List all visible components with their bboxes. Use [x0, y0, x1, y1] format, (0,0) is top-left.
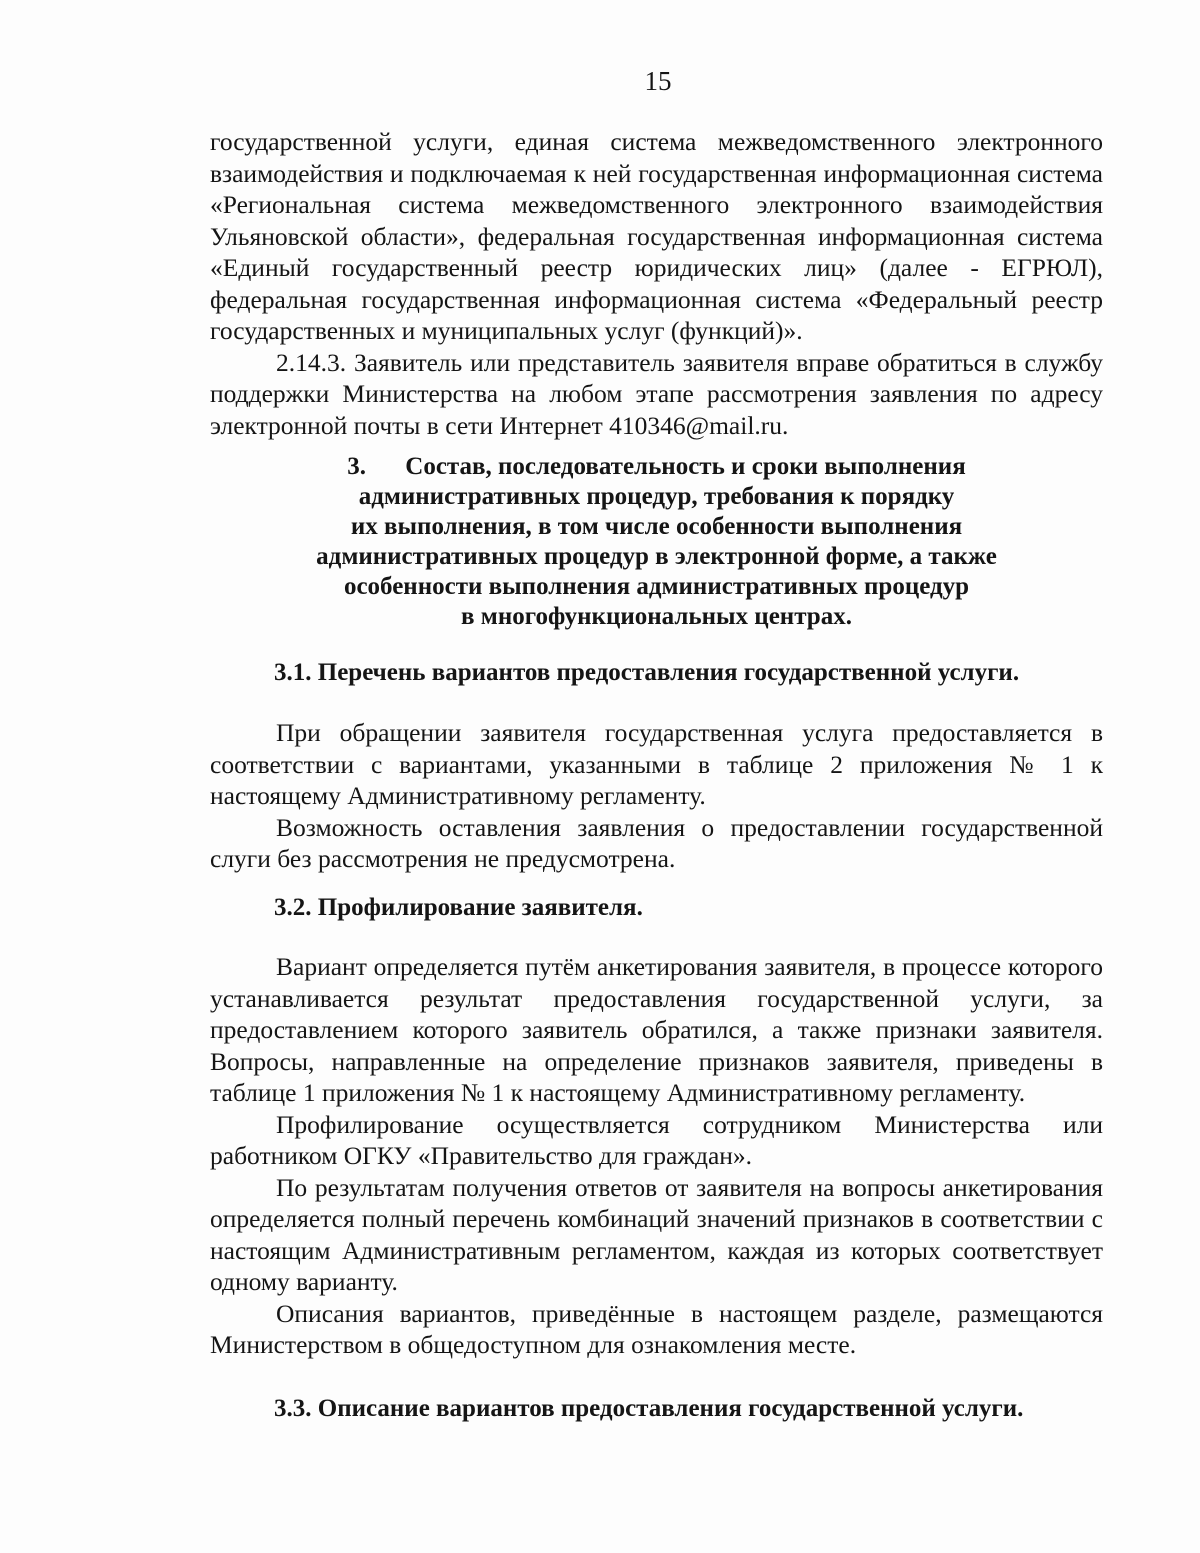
section-3-heading [210, 452, 1103, 632]
section-2-continuation [210, 126, 1103, 441]
paragraph: Возможность оставления заявления о предоставлении государственной слуги без рассмотрения не предусмотрена. [210, 812, 1103, 873]
subsection-3-3-heading: 3.3. Описание вариантов предоставления государственной услуги. [274, 1395, 1024, 1422]
subsection-3-1-heading: 3.1. Перечень вариантов предоставления государственной услуги. [274, 659, 1020, 686]
subsection-3-2-body [210, 951, 1103, 1361]
page-number: 15 [644, 66, 672, 96]
paragraph: Вариант определяется путём анкетирования заявителя, в процессе которого устанавливается результат предоставления государственной услуги, за предоставлением которого заявитель обратился, а также признаки заявителя. Вопросы, направленные на определение признаков заявителя, приведены в таблице 1 приложения № 1 к настоящему Административному регламенту. [210, 952, 1103, 1107]
paragraph: Описания вариантов, приведённые в настоящем разделе, размещаются Министерством в общедоступном для ознакомления месте. [210, 1298, 1103, 1359]
section-3-title-line-3: их выполнения, в том числе особенности выполнения [350, 513, 963, 540]
section-3-title-line-1: 3. Состав, последовательность и сроки выполнения [347, 453, 966, 480]
subsection-3-2-heading: 3.2. Профилирование заявителя. [274, 894, 643, 921]
section-3-title-line-2: административных процедур, требования к порядку [358, 483, 955, 510]
section-3-title-line-6: в многофункциональных центрах. [461, 603, 852, 630]
intro-paragraph: государственной услуги, единая система межведомственного электронного взаимодействия и подключаемая к ней государственная информационная система «Региональная система межведомственного электронного взаимодействия Ульяновской области», федеральная государственная информационная система «Единый государственный реестр юридических лиц» (далее - ЕГРЮЛ), федеральная государственная информационная система «Федеральный реестр государственных и муниципальных услуг (функций)». [210, 127, 1103, 345]
section-3-number: 3. [347, 453, 367, 480]
subsection-3-1-body [210, 717, 1103, 875]
paragraph: По результатам получения ответов от заявителя на вопросы анкетирования определяется полный перечень комбинаций значений признаков в соответствии с настоящим Административным регламентом, каждая из которых соответствует одному варианту. [210, 1172, 1103, 1296]
paragraph: При обращении заявителя государственная услуга предоставляется в соответствии с вариантами, указанными в таблице 2 приложения № 1 к настоящему Административному регламенту. [210, 718, 1103, 810]
section-3-title-line-5: особенности выполнения административных процедур [343, 573, 970, 600]
section-3-title-line-4: административных процедур в электронной форме, а также [316, 543, 997, 570]
paragraph-2-14-3: 2.14.3. Заявитель или представитель заявителя вправе обратиться в службу поддержки Министерства на любом этапе рассмотрения заявления по адресу электронной почты в сети Интернет 410346@mail.ru. [210, 347, 1103, 440]
paragraph: Профилирование осуществляется сотрудником Министерства или работником ОГКУ «Правительство для граждан». [210, 1109, 1103, 1170]
